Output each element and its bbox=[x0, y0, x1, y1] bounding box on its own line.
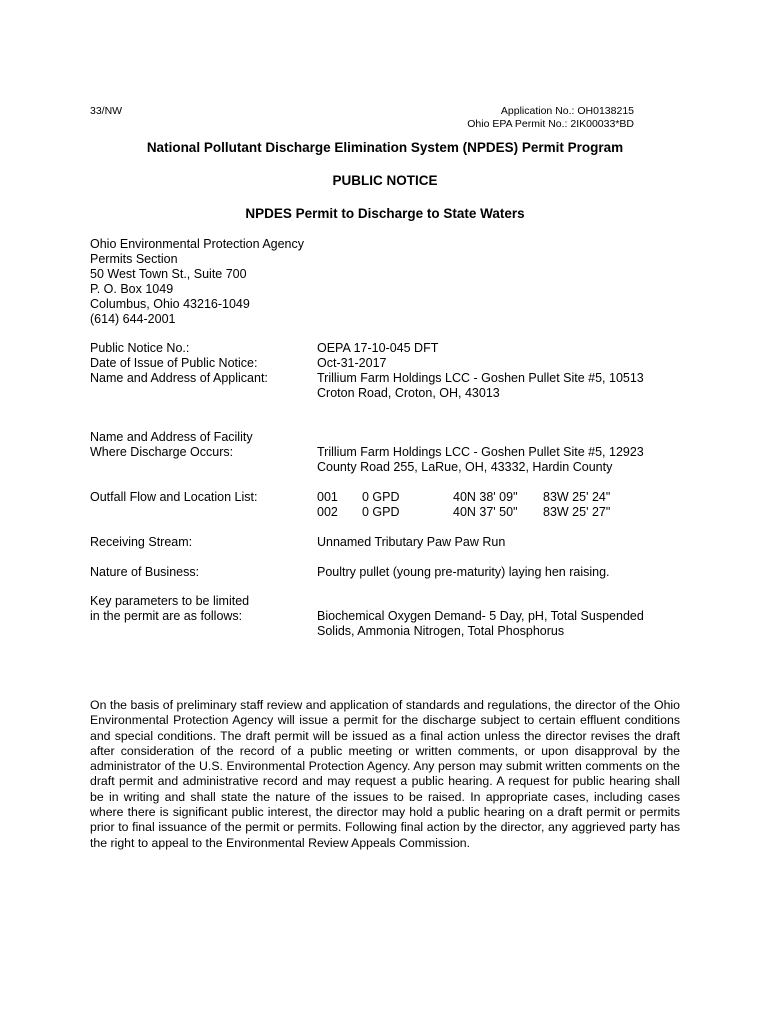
key-parameters-label bbox=[90, 594, 249, 624]
key-parameters-value bbox=[317, 609, 644, 639]
agency-address bbox=[90, 237, 304, 327]
outfall-flow: 0 GPD bbox=[362, 505, 400, 519]
receiving-stream-value: Unnamed Tributary Paw Paw Run bbox=[317, 535, 506, 549]
key-label-line: Key parameters to be limited bbox=[90, 594, 250, 608]
applicant-line: Croton Road, Croton, OH, 43013 bbox=[317, 386, 500, 400]
key-label-line: in the permit are as follows: bbox=[90, 609, 243, 623]
agency-line: Permits Section bbox=[90, 252, 178, 266]
outfall-longitude: 83W 25' 27" bbox=[543, 505, 611, 519]
agency-line: Ohio Environmental Protection Agency bbox=[90, 237, 305, 251]
public-notice-label: Public Notice No.: bbox=[90, 341, 190, 355]
facility-label bbox=[90, 430, 253, 460]
business-value: Poultry pullet (young pre-maturity) laying hen raising. bbox=[317, 565, 610, 579]
applicant-line: Trillium Farm Holdings LCC - Goshen Pullet Site #5, 10513 bbox=[317, 371, 644, 385]
notice-subtitle: NPDES Permit to Discharge to State Waters bbox=[245, 206, 525, 221]
agency-line: 50 West Town St., Suite 700 bbox=[90, 267, 247, 281]
outfall-longitude: 83W 25' 24" bbox=[543, 490, 611, 504]
public-notice-value: OEPA 17-10-045 DFT bbox=[317, 341, 439, 355]
outfall-id: 002 bbox=[317, 505, 338, 519]
facility-value bbox=[317, 445, 644, 475]
facility-label-line: Where Discharge Occurs: bbox=[90, 445, 234, 459]
key-value-line: Biochemical Oxygen Demand- 5 Day, pH, Total Suspended bbox=[317, 609, 644, 623]
key-value-line: Solids, Ammonia Nitrogen, Total Phosphorus bbox=[317, 624, 565, 638]
applicant-label: Name and Address of Applicant: bbox=[90, 371, 268, 385]
agency-line: (614) 644-2001 bbox=[90, 312, 176, 326]
facility-value-line: County Road 255, LaRue, OH, 43332, Hardin County bbox=[317, 460, 613, 474]
application-number: Application No.: OH0138215 bbox=[500, 105, 634, 117]
outfall-flow: 0 GPD bbox=[362, 490, 400, 504]
outfall-label: Outfall Flow and Location List: bbox=[90, 490, 258, 504]
notice-title: PUBLIC NOTICE bbox=[332, 173, 438, 188]
receiving-stream-label: Receiving Stream: bbox=[90, 535, 193, 549]
facility-value-line: Trillium Farm Holdings LCC - Goshen Pullet Site #5, 12923 bbox=[317, 445, 644, 459]
facility-label-line: Name and Address of Facility bbox=[90, 430, 253, 444]
agency-line: Columbus, Ohio 43216-1049 bbox=[90, 297, 250, 311]
issue-date-value: Oct-31-2017 bbox=[317, 356, 387, 370]
agency-line: P. O. Box 1049 bbox=[90, 282, 174, 296]
document-code: 33/NW bbox=[90, 105, 123, 117]
issue-date-label: Date of Issue of Public Notice: bbox=[90, 356, 258, 370]
permit-number: Ohio EPA Permit No.: 2IK00033*BD bbox=[467, 118, 634, 130]
business-label: Nature of Business: bbox=[90, 565, 200, 579]
outfall-latitude: 40N 38' 09" bbox=[453, 490, 518, 504]
program-title: National Pollutant Discharge Elimination System (NPDES) Permit Program bbox=[146, 140, 624, 155]
outfall-id: 001 bbox=[317, 490, 338, 504]
applicant-value bbox=[317, 371, 644, 401]
notice-paragraph: On the basis of preliminary staff review and application of standards and regulations, the director of the Ohio Environmental Protection Agency will issue a permit for the discharge subject to certain effluent conditions and special conditions. The draft permit will be issued as a final action unless the director revises the draft after consideration of the record of a public meeting or written comments, or upon disapproval by the administrator of the U.S. Environmental Protection Agency. Any person may submit written comments on the draft permit and administrative record and may request a public hearing. A request for public hearing shall be in writing and shall state the nature of the issues to be raised. In appropriate cases, including cases where there is significant public interest, the director may hold a public hearing on a draft permit or permits prior to final issuance of the permit or permits. Following final action by the director, any aggrieved party has the right to appeal to the Environmental Review Appeals Commission. bbox=[90, 698, 680, 850]
outfall-latitude: 40N 37' 50" bbox=[453, 505, 518, 519]
